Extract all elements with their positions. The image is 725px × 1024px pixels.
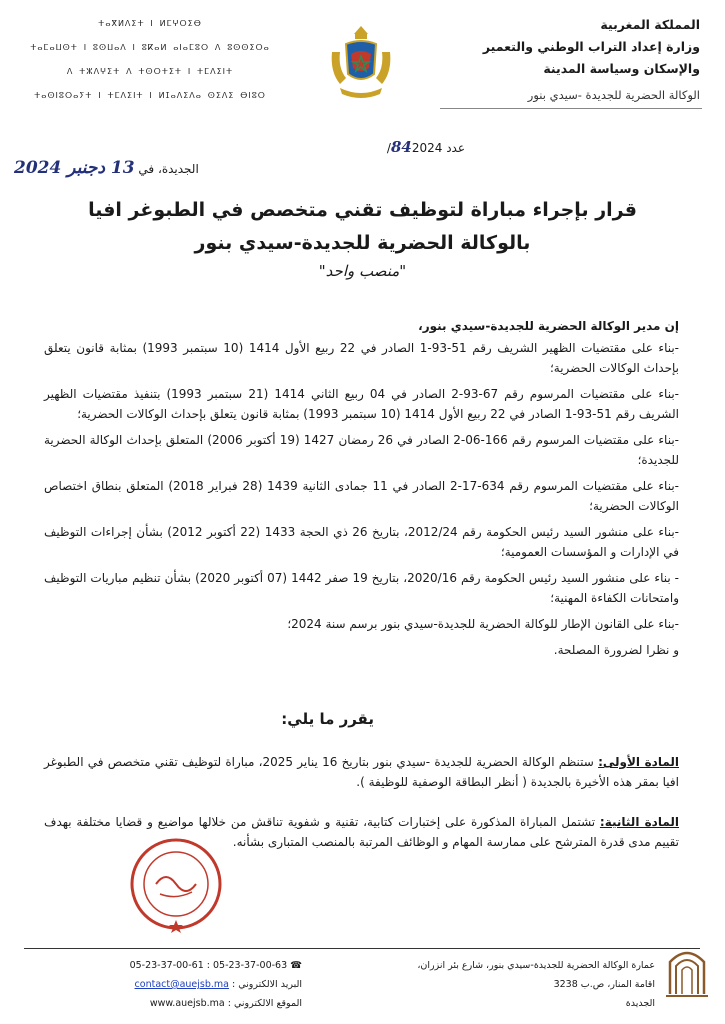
document-body — [44, 316, 679, 666]
article-2-label: المادة الثانية: — [599, 815, 680, 829]
header-tifinagh — [30, 12, 270, 108]
reference-number — [387, 138, 465, 156]
title-line-1: قرار بإجراء مباراة لتوظيف تقني متخصص في الطبوغر افيا — [88, 199, 637, 221]
tifinagh-line: ⵜⴰⵎⴰⵡⵙⵜ ⵏ ⵓⵙⵡⴰⴷ ⵏ ⵓⴽⴰⵍ ⴰⵏⴰⵎⵓⵔ ⴷ ⵓⵙⵙⵉⵔⴰ — [30, 43, 270, 52]
body-paragraph: -بناء على مقتضيات المرسوم رقم 634-17-2 الصادر في 11 جمادى الثانية 1439 (28 فبراير 2018) المتعلق بنطاق اختصاص الوكالات الحضرية؛ — [44, 479, 679, 513]
kingdom-name: المملكة المغربية — [600, 17, 700, 32]
footer-phone — [112, 956, 302, 975]
footer-contact — [112, 956, 302, 1013]
agency-name: الوكالة الحضرية للجديدة -سيدي بنور — [527, 88, 700, 102]
coat-of-arms-emblem — [326, 22, 396, 102]
document-title — [60, 194, 665, 260]
phone-icon: ☎ — [287, 960, 302, 971]
body-paragraph: -بناء على مقتضيات المرسوم رقم 67-93-2 الصادر في 04 ربيع الثاني 1414 (21 سبتمبر 1993) بتنفيذ مقتضيات الظهير الشريف رقم 51-93-1 الصادر في 22 ربيع الأول 1414 (10 سبتمبر 1993) بمثابة قانون يتعلق بإحداث الوكالات الحضرية؛ — [44, 387, 680, 421]
tifinagh-line: ⴷ ⵜⵣⴷⵖⵉⵜ ⴷ ⵜⵙⵔⵜⵉⵜ ⵏ ⵜⵎⴷⵉⵏⵜ — [66, 67, 234, 76]
header-divider — [440, 108, 702, 109]
ministry-line-1: وزارة إعداد التراب الوطني والتعمير — [482, 39, 700, 54]
article-1-label: المادة الأولى: — [598, 755, 679, 769]
body-paragraph: - بناء على منشور السيد رئيس الحكومة رقم 2020/16، بتاريخ 19 صفر 1442 (07 أكتوبر 2020) بشأن تنظيم مباريات التوظيف وامتحانات الكفاءة المهنية؛ — [44, 571, 680, 605]
body-paragraph: -بناء على مقتضيات الظهير الشريف رقم 51-93-1 الصادر في 22 ربيع الأول 1414 (10 سبتمبر 1993) بمثابة قانون يتعلق بإحداث الوكالات الحضرية؛ — [44, 341, 680, 375]
body-paragraph: -بناء على منشور السيد رئيس الحكومة رقم 2012/24، بتاريخ 26 ذي الحجة 1433 (22 أكتوبر 2012) بشأن إجراءات التوظيف في الإدارات و المؤسسات العمومية؛ — [44, 525, 679, 559]
agency-logo-icon — [664, 942, 710, 1002]
phone-numbers: 05-23-37-00-63 : 05-23-37-00-61 — [129, 960, 288, 971]
reference-label: عدد — [446, 141, 465, 155]
title-line-2: بالوكالة الحضرية للجديدة-سيدي بنور — [194, 232, 531, 254]
footer-email — [112, 975, 302, 994]
official-stamp — [126, 834, 226, 934]
header-arabic — [460, 14, 700, 106]
tifinagh-line: ⵜⴰⴳⵍⴷⵉⵜ ⵏ ⵍⵎⵖⵔⵉⴱ — [98, 19, 202, 28]
body-paragraph: -بناء على مقتضيات المرسوم رقم 166-06-2 الصادر في 26 رمضان 1427 (19 أكتوبر 2006) المتعلق بإحداث الوكالة الحضرية للجديدة؛ — [44, 433, 680, 467]
document-subtitle: "منصب واحد" — [318, 262, 407, 280]
reference-year: 2024/ — [386, 141, 443, 155]
decision-heading: يقرر ما يلي: — [281, 710, 374, 728]
body-paragraph: -بناء على القانون الإطار للوكالة الحضرية للجديدة-سيدي بنور برسم سنة 2024؛ — [287, 617, 679, 631]
article-2-text: تشتمل المباراة المذكورة على إختبارات كتابية، تقنية و شفوية تناقش من خلالها مواضيع و قضايا مختلفة بهدف تقييم مدى قدرة المترشح على ممارسة المهام و الوظائف المرتبة بالمنصب المتبارى بشأنه. — [44, 815, 679, 849]
website-label: الموقع الالكتروني : — [227, 998, 302, 1009]
date-label: الجديدة، في — [138, 162, 199, 176]
date-handwritten: 13 دجنبر 2024 — [14, 158, 135, 178]
ministry-line-2: والإسكان وسياسة المدينة — [543, 61, 700, 76]
tifinagh-line: ⵜⴰⵙⵏⵓⵔⴰⵢⵜ ⵏ ⵜⵎⴷⵉⵏⵜ ⵏ ⵍⵊⴰⴷⵉⴷⴰ ⵙⵉⴷⵉ ⴱⵏⵓⵔ — [34, 91, 266, 100]
address-line-3: الجديدة — [625, 998, 655, 1009]
website-url[interactable]: www.auejsb.ma — [149, 998, 225, 1009]
reference-handwritten-number: 84 — [390, 138, 412, 156]
document-date — [14, 158, 199, 178]
email-link[interactable]: contact@auejsb.ma — [134, 979, 229, 990]
footer-address — [370, 956, 655, 1013]
footer-website — [112, 994, 302, 1013]
address-line-2: اقامة المنار، ص.ب 3238 — [553, 979, 655, 990]
footer-divider — [24, 948, 700, 949]
email-label: البريد الالكتروني : — [232, 979, 302, 990]
address-line-1: عمارة الوكالة الحضرية للجديدة-سيدي بنور، شارع بئر انزران، — [417, 960, 655, 971]
article-1-text: ستنظم الوكالة الحضرية للجديدة -سيدي بنور بتاريخ 16 يناير 2025، مباراة لتوظيف تقني متخصص في الطبوغر افيا بمقر هذه الأخيرة بالجديدة ( أنظر البطاقة الوصفية للوظيفة ). — [44, 755, 679, 789]
body-paragraph: و نظرا لضرورة المصلحة. — [553, 643, 679, 657]
body-intro: إن مدير الوكالة الحضرية للجديدة-سيدي بنور، — [418, 319, 679, 333]
article-1 — [44, 752, 679, 792]
